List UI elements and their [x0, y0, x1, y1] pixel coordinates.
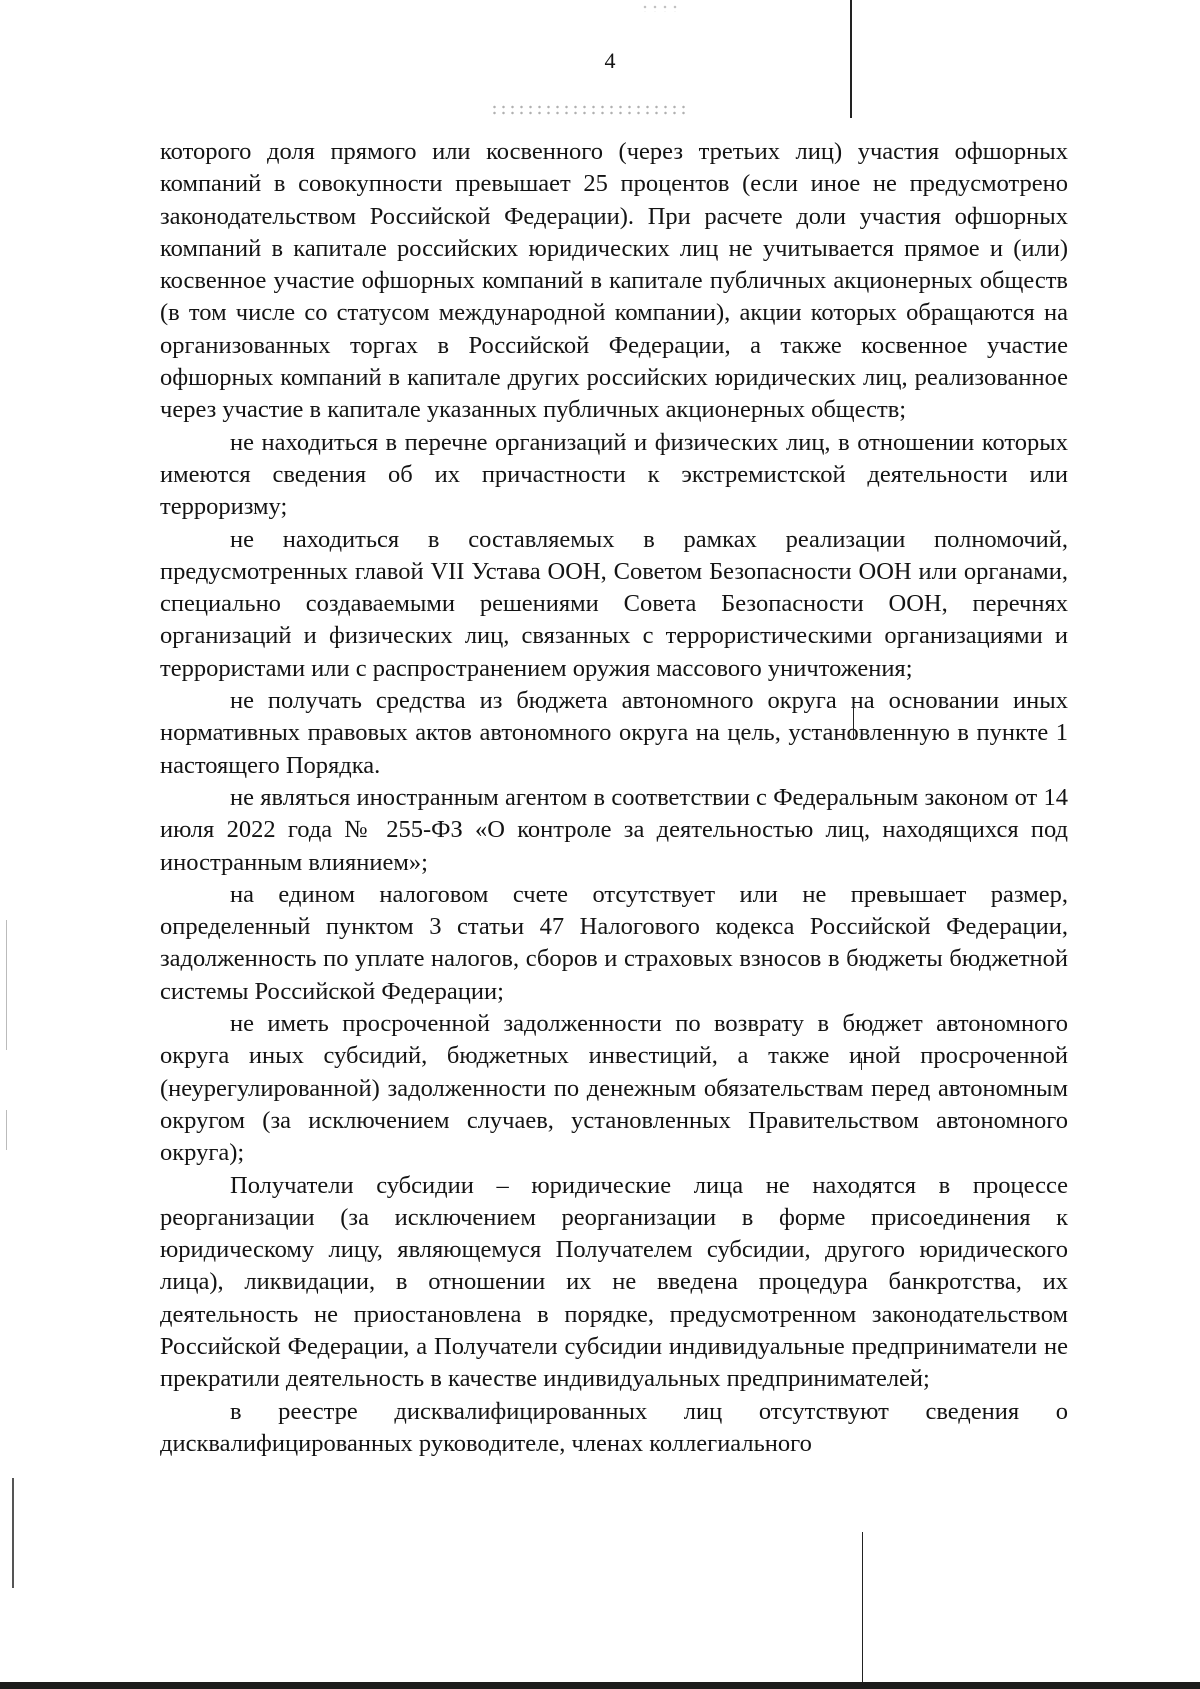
scan-artifact-line	[12, 1478, 14, 1588]
paragraph-overdue-debt: не иметь просроченной задолженности по возврату в бюджет автономного округа иных субсидий, бюджетных инвестиций, а также иной просроченной (неурегулированной) задолженности по денежным обязательствам перед автономным округом (за исключением случаев, установленных Правительством автономного округа);	[160, 1010, 1068, 1167]
paragraph-reorganization: Получатели субсидии – юридические лица не находятся в процессе реорганизации (за исключением реорганизации в форме присоединения к юридическому лицу, являющемуся Получателем субсидии, другого юридического лица), ликвидации, в отношении их не введена процедура банкротства, их деятельность не приостановлена в порядке, предусмотренном законодательством Российской Федерации, а Получатели субсидии индивидуальные предприниматели не прекратили деятельность в качестве индивидуальных предпринимателей;	[160, 1171, 1068, 1393]
paragraph-offshore-share: которого доля прямого или косвенного (через третьих лиц) участия офшорных компаний в совокупности превышает 25 процентов (если иное не предусмотрено законодательством Российской Федерации). При расчете доли участия офшорных компаний в капитале российских юридических лиц не учитывается прямое и (или) косвенное участие офшорных компаний в капитале публичных акционерных обществ (в том числе со статусом международной компании), акции которых обращаются на организованных торгах в Российской Федерации, а также косвенное участие офшорных компаний в капитале других российских юридических лиц, реализованное через участие в капитале указанных публичных акционерных обществ;	[160, 138, 1068, 424]
paragraph-budget-funds: не получать средства из бюджета автономного округа на основании иных нормативных правовых актов автономного округа на цель, установленную в пункте 1 настоящего Порядка.	[160, 687, 1068, 779]
paragraph-disqualified-registry: в реестре дисквалифицированных лиц отсутствуют сведения о дисквалифицированных руководителе, членах коллегиального	[160, 1397, 1068, 1457]
scan-artifact-line	[862, 1532, 863, 1682]
paragraph-extremism-list: не находиться в перечне организаций и физических лиц, в отношении которых имеются сведения об их причастности к экстремистской деятельности или терроризму;	[160, 428, 1068, 521]
scan-bottom-edge	[0, 1682, 1200, 1689]
paragraph-tax-account: на едином налоговом счете отсутствует или не превышает размер, определенный пунктом 3 статьи 47 Налогового кодекса Российской Федерации, задолженность по уплате налогов, сборов и страховых взносов в бюджеты бюджетной системы Российской Федерации;	[160, 880, 1068, 1005]
scan-artifact-dots	[640, 4, 680, 12]
page-number: 4	[604, 48, 616, 73]
scan-artifact-line	[6, 1110, 7, 1150]
paragraph-foreign-agent: не являться иностранным агентом в соответствии с Федеральным законом от 14 июля 2022 года № 255-ФЗ «О контроле за деятельностью лиц, находящихся под иностранным влиянием»;	[160, 783, 1068, 876]
scan-artifact-dots	[490, 104, 690, 116]
scan-artifact-line	[6, 920, 7, 1050]
paragraph-un-lists: не находиться в составляемых в рамках реализации полномочий, предусмотренных главой VII Устава ООН, Советом Безопасности ООН или органами, специально создаваемыми решениями Совета Безопасности ООН, перечнях организаций и физических лиц, связанных с террористическими организациями и террористами или с распространением оружия массового уничтожения;	[160, 525, 1068, 682]
document-body	[160, 136, 1068, 1460]
